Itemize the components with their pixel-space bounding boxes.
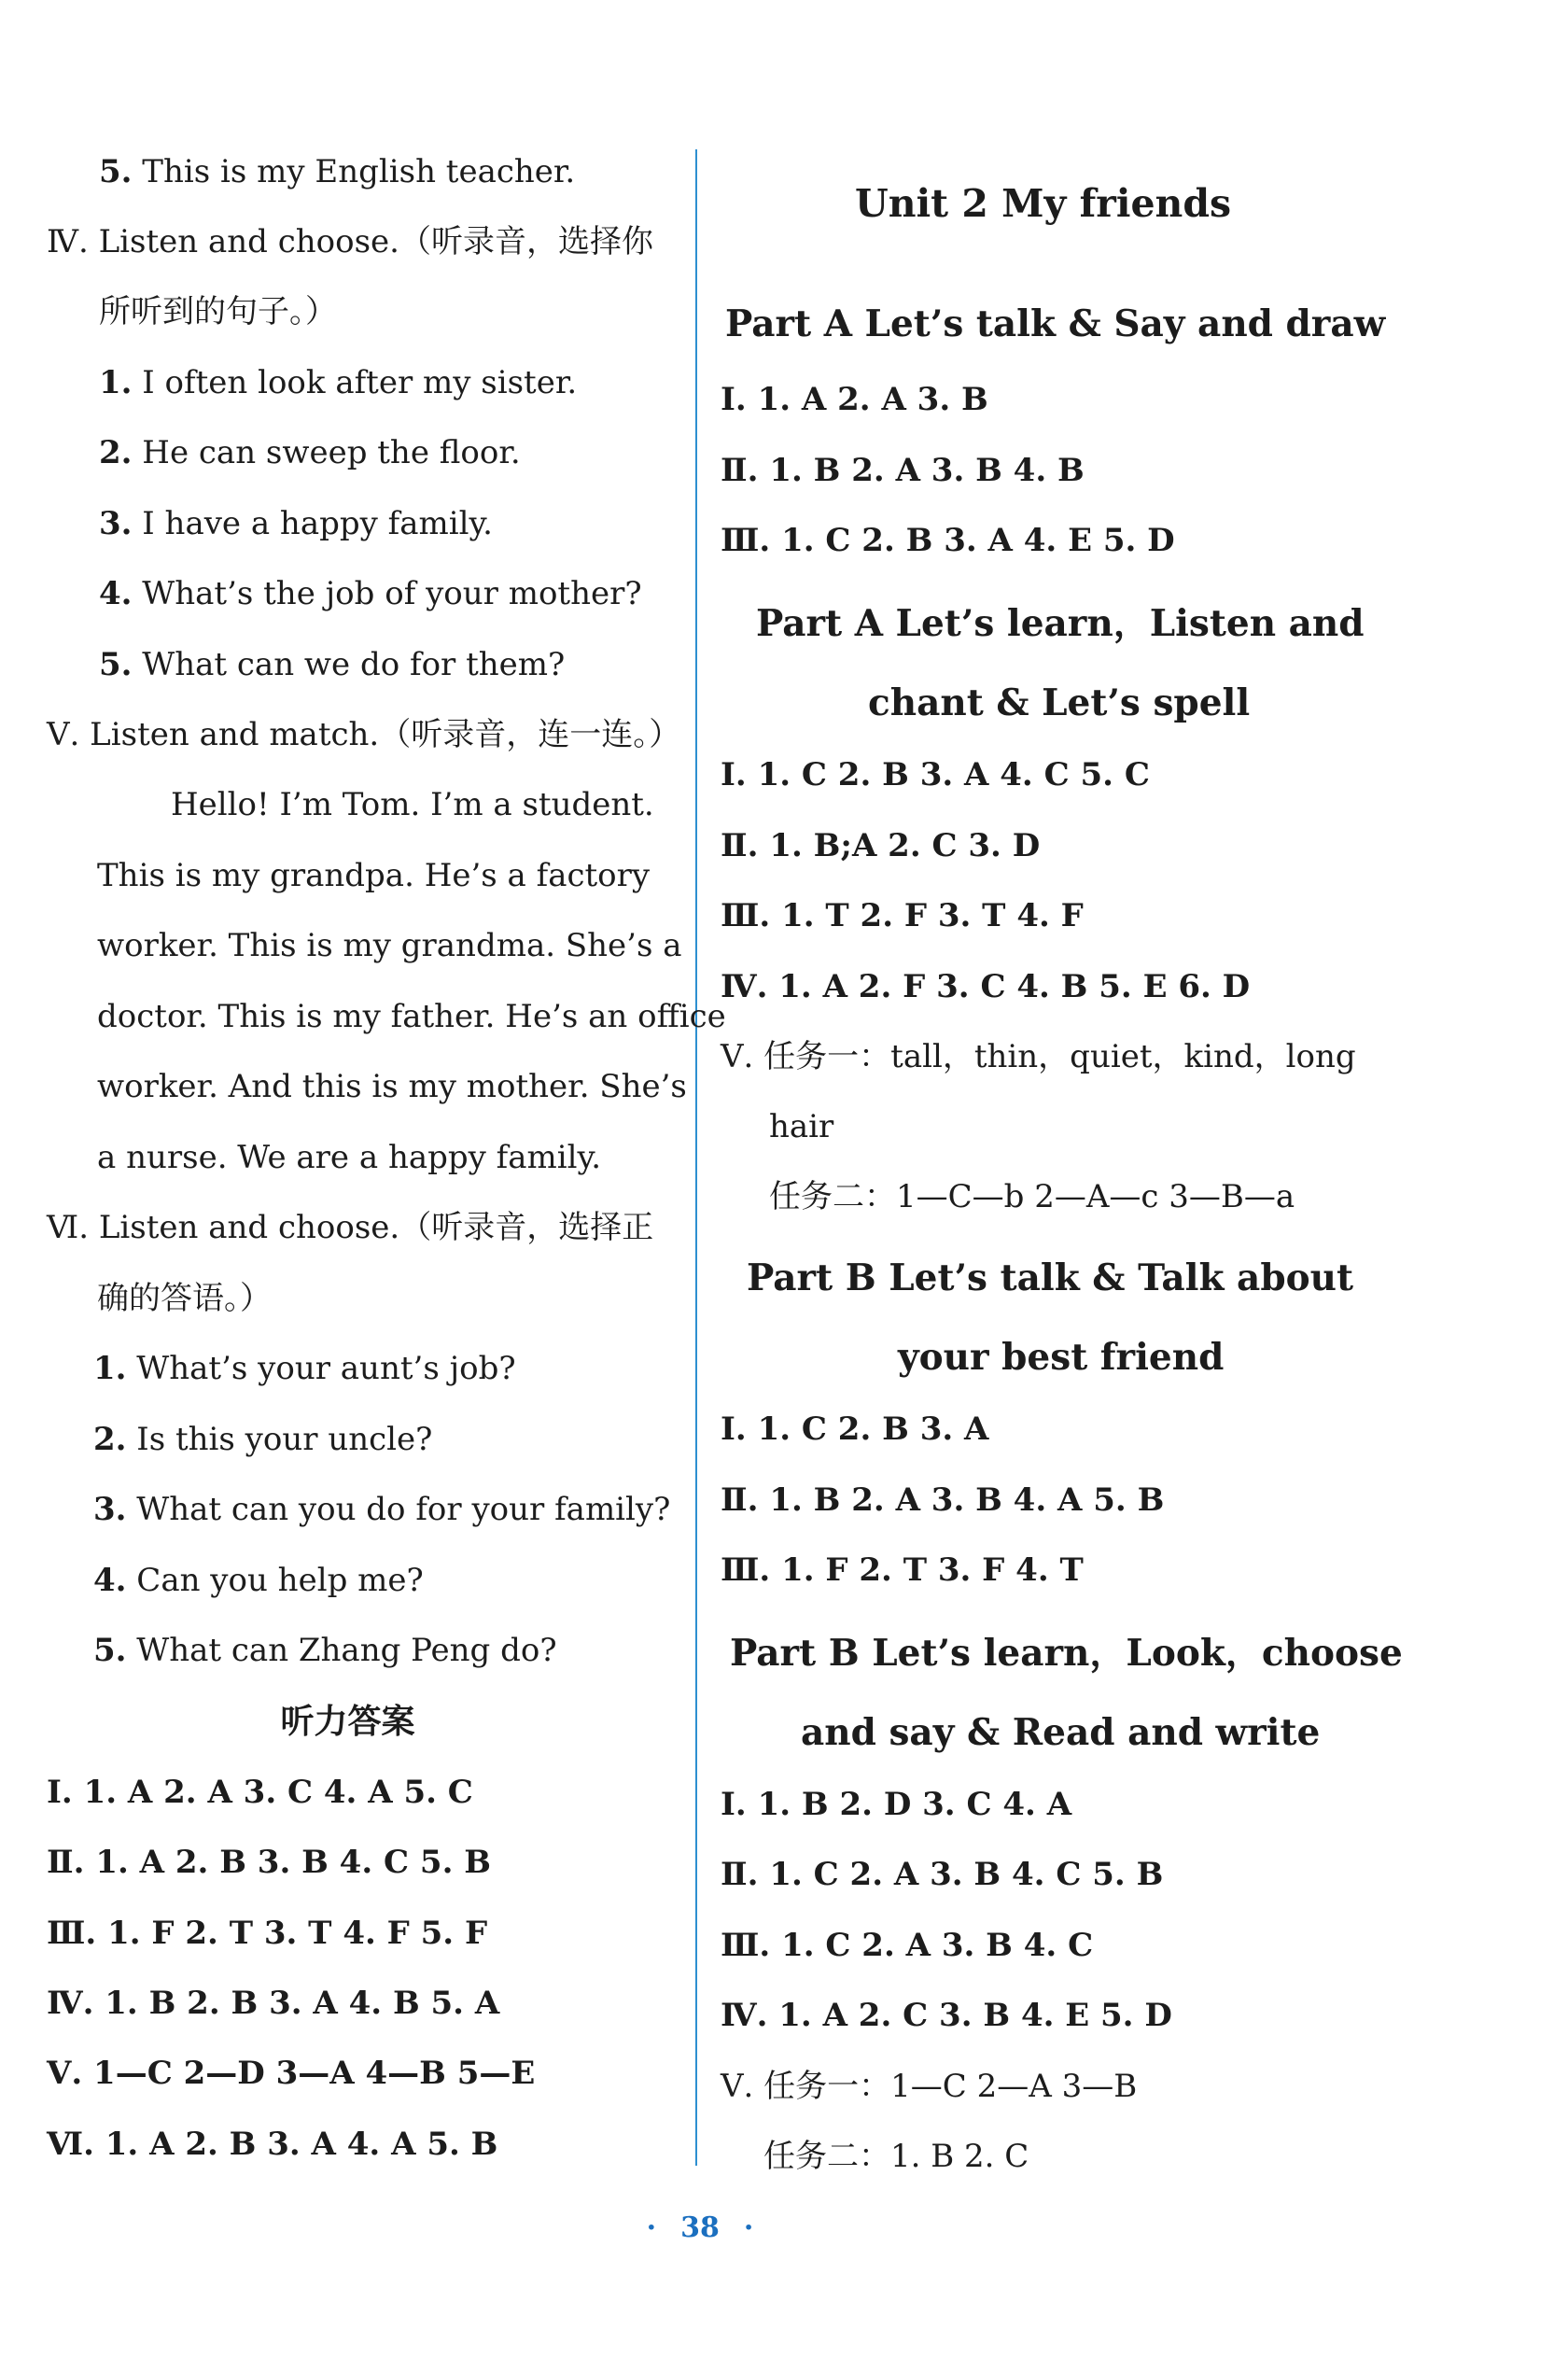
answer-row: Ⅱ. 1. C 2. A 3. B 4. C 5. B — [721, 1856, 1164, 1893]
answer-row: Ⅰ. 1. C 2. B 3. A 4. C 5. C — [721, 756, 1150, 793]
answer-row-cont: hair — [769, 1108, 834, 1145]
passage-line: a nurse. We are a happy family. — [97, 1139, 601, 1176]
answer-row: 任务二：1. B 2. C — [763, 2138, 1029, 2175]
answer-row: Ⅲ. 1. C 2. B 3. A 4. E 5. D — [721, 522, 1175, 559]
answer-row: 任务二：1—C—b 2—A—c 3—B—a — [769, 1178, 1295, 1215]
answer-row: Ⅳ. 1. B 2. B 3. A 4. B 5. A — [47, 1985, 500, 2022]
column-divider — [695, 149, 697, 2166]
sentence-item: 5. What can we do for them? — [99, 646, 566, 683]
passage-line: This is my grandpa. He’s a factory — [97, 857, 651, 894]
part-heading: Part B Let’s talk & Talk about — [747, 1256, 1353, 1299]
part-heading-cont: chant & Let’s spell — [868, 681, 1251, 724]
section-heading-4-cont: 所听到的句子。） — [99, 293, 337, 330]
part-heading-cont: your best friend — [898, 1336, 1225, 1379]
answer-row: Ⅲ. 1. C 2. A 3. B 4. C — [721, 1927, 1094, 1964]
part-heading: Part B Let’s learn，Look，choose — [730, 1632, 1403, 1675]
unit-title: Unit 2 My friends — [855, 181, 1232, 226]
passage-line: doctor. This is my father. He’s an office — [97, 998, 726, 1035]
sentence-item: 4. What’s the job of your mother? — [99, 575, 642, 612]
sentence-item: 1. What’s your aunt’s job? — [93, 1350, 516, 1387]
answer-row: Ⅰ. 1. A 2. A 3. B — [721, 381, 988, 418]
answer-row: Ⅴ. 1—C 2—D 3—A 4—B 5—E — [47, 2055, 536, 2092]
answer-row: Ⅳ. 1. A 2. C 3. B 4. E 5. D — [721, 1997, 1172, 2034]
answer-row: Ⅳ. 1. A 2. F 3. C 4. B 5. E 6. D — [721, 968, 1251, 1005]
answer-row: Ⅰ. 1. B 2. D 3. C 4. A — [721, 1786, 1072, 1823]
answer-row: Ⅱ. 1. B 2. A 3. B 4. A 5. B — [721, 1481, 1165, 1519]
part-heading-cont: and say & Read and write — [801, 1711, 1321, 1754]
passage-line: worker. And this is my mother. She’s — [97, 1068, 687, 1105]
passage-line: worker. This is my grandma. She’s a — [97, 927, 682, 964]
answer-row: Ⅲ. 1. F 2. T 3. T 4. F 5. F — [47, 1915, 488, 1952]
section-heading-4: Ⅳ. Listen and choose.（听录音，选择你 — [47, 223, 653, 260]
sentence-item: 2. Is this your uncle? — [93, 1421, 433, 1458]
answer-row: Ⅴ. 任务一：1—C 2—A 3—B — [721, 2068, 1138, 2105]
part-heading: Part A Let’s talk & Say and draw — [725, 302, 1386, 345]
answer-row: Ⅱ. 1. B;A 2. C 3. D — [721, 827, 1041, 864]
answer-row: Ⅲ. 1. T 2. F 3. T 4. F — [721, 897, 1084, 934]
part-heading: Part A Let’s learn，Listen and — [756, 602, 1365, 645]
answers-title: 听力答案 — [280, 1702, 415, 1741]
section-heading-5: Ⅴ. Listen and match.（听录音，连一连。） — [47, 716, 681, 753]
sentence-item: 3. What can you do for your family? — [93, 1491, 671, 1528]
answer-row: Ⅴ. 任务一：tall，thin，quiet，kind，long — [721, 1038, 1356, 1075]
answer-row: Ⅰ. 1. A 2. A 3. C 4. A 5. C — [47, 1774, 473, 1811]
footer-dot: · — [646, 2211, 657, 2244]
sentence-item: 5. What can Zhang Peng do? — [93, 1632, 557, 1669]
section-heading-6-cont: 确的答语。） — [97, 1280, 272, 1317]
sentence-item: 3. I have a happy family. — [99, 505, 493, 542]
answer-row: Ⅱ. 1. A 2. B 3. B 4. C 5. B — [47, 1844, 491, 1881]
passage-line: Hello! I’m Tom. I’m a student. — [171, 786, 654, 823]
footer-dot: · — [743, 2211, 754, 2244]
section-heading-6: Ⅵ. Listen and choose.（听录音，选择正 — [47, 1209, 654, 1246]
answer-row: Ⅱ. 1. B 2. A 3. B 4. B — [721, 452, 1085, 489]
sentence-item: 1. I often look after my sister. — [99, 364, 578, 401]
answer-row: Ⅲ. 1. F 2. T 3. F 4. T — [721, 1551, 1084, 1589]
answer-row: Ⅵ. 1. A 2. B 3. A 4. A 5. B — [47, 2126, 498, 2163]
page-footer — [0, 2208, 1400, 2249]
sentence-item: 5. This is my English teacher. — [99, 153, 576, 190]
answer-row: Ⅰ. 1. C 2. B 3. A — [721, 1411, 989, 1448]
sentence-item: 2. He can sweep the floor. — [99, 434, 521, 471]
sentence-item: 4. Can you help me? — [93, 1562, 424, 1599]
page-number: 38 — [680, 2211, 720, 2244]
